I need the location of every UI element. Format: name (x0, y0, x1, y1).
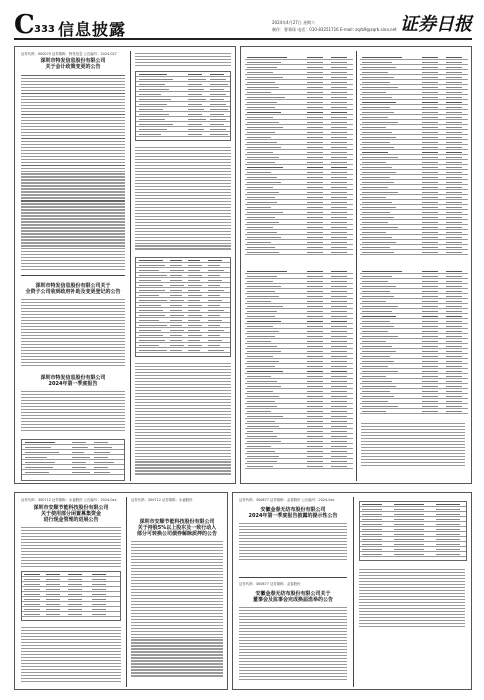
text-column (239, 607, 347, 682)
financial-statement-block (240, 46, 472, 484)
text-column (135, 147, 231, 251)
text-column (135, 363, 231, 476)
data-table (245, 269, 353, 474)
section-title: 信息披露 (58, 20, 127, 39)
page-letter: C (14, 10, 35, 40)
announcement-title: 深圳市安顺节能科技股份有限公司 关于使用部分闲置募集资金 进行现金管理的进展公告 (33, 505, 109, 523)
newspaper-logo: 证券日报 (400, 14, 472, 35)
text-column (21, 75, 125, 272)
data-table (360, 269, 468, 419)
announcement-title: 深圳市特发信息股份有限公司关于 全资子公司收到政府补助及变更登记的公告 (25, 283, 121, 295)
data-table (245, 55, 353, 260)
text-column (239, 523, 347, 562)
data-table (359, 501, 467, 561)
announcement-block-bottom-left: 证券代码：300712 证券简称：永福股份 公告编号：2024-0xx 深圳市安顺节能科技股份有限公司 关于使用部分闲置募集资金 进行现金管理的进展公告 证券代码：300712 证券简称：永福股份 深圳市安顺节能科技股份有限公司 关于持股5%以上股东及一致行动人 部分可转换公司债券解除质押的公告 (14, 492, 228, 690)
announcement-block-bottom-right: 证券代码：300877 证券简称：金春股份 公告编号：2024-0xx 安徽金春无纺布股份有限公司 2024年第一季度报告披露的提示性公告 证券代码：300877 证券简称：金春股份 安徽金春无纺布股份有限公司关于 董事会及监事会完成换届选举的公告 (232, 492, 472, 690)
text-column (21, 527, 121, 569)
announcement-title: 深圳市特发信息股份有限公司 2024年第一季度报告 (40, 375, 106, 387)
issue-date: 2024年4月27日 星期六 (272, 20, 316, 25)
text-column (21, 391, 125, 433)
stock-code-line: 证券代码：000070 证券简称：特发信息 公告编号：2024-027 (21, 52, 117, 56)
data-table (360, 55, 468, 260)
announcement-title: 深圳市特发信息股份有限公司 关于会计政策变更的公告 (40, 58, 106, 70)
issue-contact: 制作：曹秉琛 电话：010-83251716 E-mail: zqrb9@zqrb.sina.net (272, 27, 397, 32)
masthead (14, 10, 472, 40)
data-table (135, 257, 231, 357)
announcement-title: 安徽金春无纺布股份有限公司 2024年第一季度报告披露的提示性公告 (248, 507, 338, 519)
data-table (135, 71, 231, 141)
data-table (21, 571, 121, 621)
announcement-block-left (14, 46, 236, 484)
text-column (21, 299, 125, 368)
text-column (135, 53, 231, 68)
text-column (21, 627, 121, 684)
announcement-title: 安徽金春无纺布股份有限公司关于 董事会及监事会完成换届选举的公告 (252, 591, 333, 603)
page-number: 333 (34, 24, 55, 35)
data-table (21, 439, 125, 481)
announcement-title: 深圳市安顺节能科技股份有限公司 关于持股5%以上股东及一致行动人 部分可转换公司债券解除质押的公告 (136, 519, 217, 537)
text-column (359, 569, 465, 629)
text-column (131, 541, 223, 678)
text-column (361, 423, 465, 468)
